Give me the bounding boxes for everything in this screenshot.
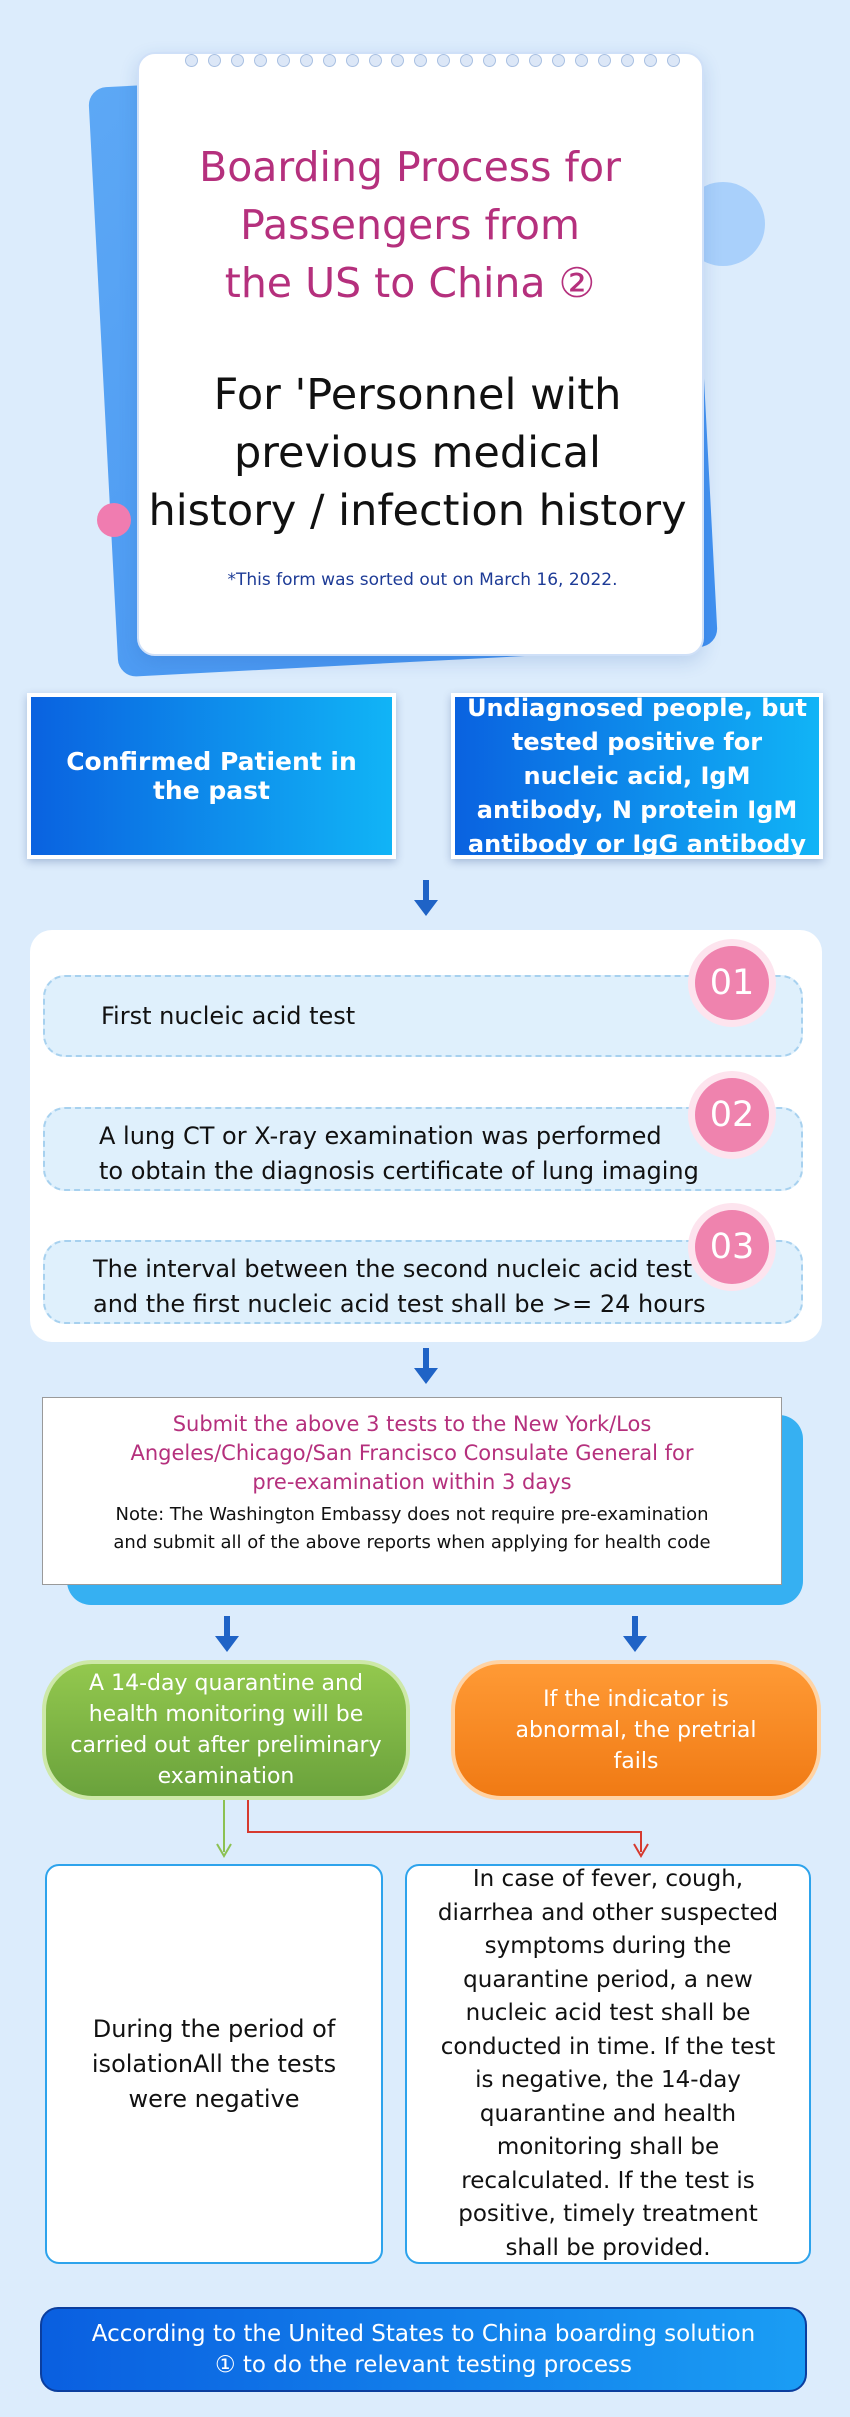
decorative-circle-pink [97,503,131,537]
step-text: First nucleic acid test [101,1002,356,1030]
date-note: *This form was sorted out on March 16, 2022. [227,570,618,590]
subtitle-line: previous medical [233,428,602,478]
step-number: 01 [695,946,769,1020]
category-confirmed-patient [27,693,396,859]
step-number-badge [688,1203,776,1291]
consulate-submission-card [42,1397,782,1585]
consulate-line: pre-examination within 3 days [252,1470,572,1494]
branch-connectors [200,1796,660,1866]
outcome-text: A 14-day quarantine and health monitoring will be carried out after preliminary examination [70,1671,382,1789]
outcome-text: If the indicator is abnormal, the pretrial fails [515,1686,757,1774]
result-text: During the period of isolationAll the tests were negative [91,2014,337,2113]
note-line: Note: The Washington Embassy does not require pre-examination [115,1504,709,1525]
pretrial-fail-pill [451,1660,821,1800]
category-label: Confirmed Patient in the past [66,747,357,805]
step-text: to obtain the diagnosis certificate of lung imaging [99,1157,699,1185]
footer-text: According to the United States to China boarding solution ① to do the relevant testing process [91,2320,756,2378]
down-arrow-icon [212,1616,242,1656]
embassy-note [43,1501,781,1557]
step-number-badge [688,1071,776,1159]
consulate-instructions [43,1410,781,1497]
page-subtitle [140,366,695,540]
title-line: the US to China ② [224,259,596,307]
solution-footer-bar [40,2307,807,2392]
down-arrow-icon [411,1348,441,1388]
consulate-line: Submit the above 3 tests to the New York/Los [172,1412,652,1436]
red-connector-arrow [248,1800,648,1856]
step-number: 02 [695,1078,769,1152]
step-number-badge [688,939,776,1027]
quarantine-outcome-pill [42,1660,410,1800]
category-label: Undiagnosed people, but tested positive for nucleic acid, IgM antibody, N protein IgM antibody or IgG antibody [467,694,807,858]
green-connector-arrow [217,1800,231,1856]
step-text: A lung CT or X-ray examination was performed [99,1122,662,1150]
page-title [150,138,670,312]
notebook-rings [185,54,680,68]
consulate-line: Angeles/Chicago/San Francisco Consulate General for [130,1441,694,1465]
step-number: 03 [695,1210,769,1284]
negative-result-box [45,1864,383,2264]
note-line: and submit all of the above reports when applying for health code [113,1532,711,1553]
step-text: The interval between the second nucleic acid test [93,1255,693,1283]
title-line: Boarding Process for [199,143,621,191]
down-arrow-icon [620,1616,650,1656]
title-line: Passengers from [240,201,580,249]
symptoms-result-box [405,1864,811,2264]
subtitle-line: history / infection history [148,486,687,536]
step-text: and the first nucleic acid test shall be >= 24 hours [93,1290,706,1318]
category-undiagnosed-positive [451,693,823,859]
down-arrow-icon [411,880,441,920]
result-text: In case of fever, cough, diarrhea and other suspected symptoms during the quarantine period, a new nucleic acid test shall be conducted in time. If the test is negative, the 14-day quarantine and health monitoring shall be recalculated. If the test is positive, timely treatment shall be provided. [437,1866,779,2261]
subtitle-line: For 'Personnel with [213,370,622,420]
